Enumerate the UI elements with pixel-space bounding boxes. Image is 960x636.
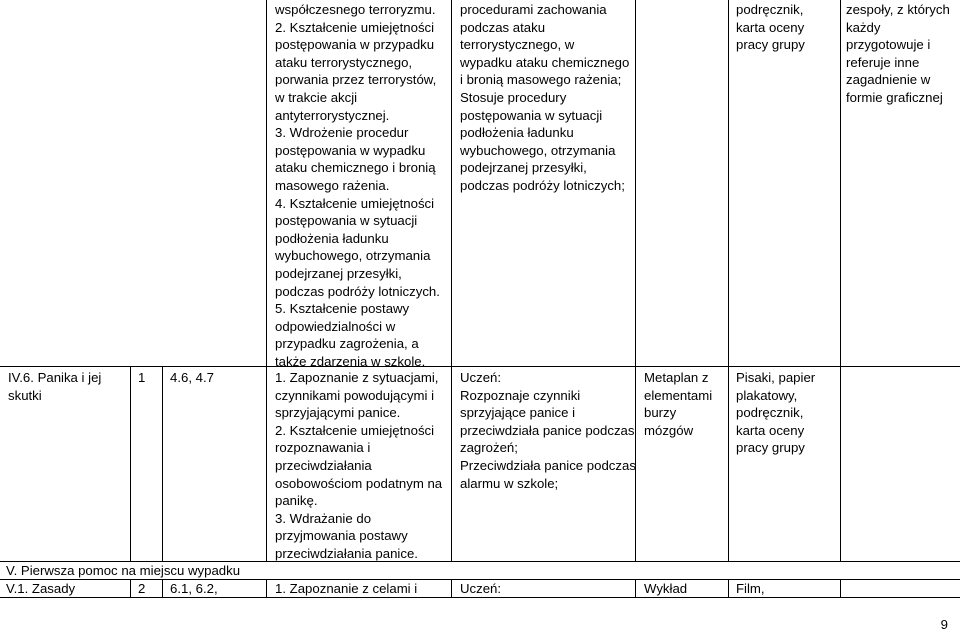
program-content-continued: współczesnego terroryzmu. 2. Kształcenie umiejętności postępowania w przypadku ataku terrorystycznego, porwania przez terrorystów, w trakcie akcji antyterrorystycznej. 3. Wdrożenie procedur postępowania w wypadku ataku chemicznego i bronią masowego rażenia. 4. Kształcenie umiejętności postępowania w sytuacji podłożenia ładunku wybuchowego, otrzymania podejrzanej przesyłki, podczas podróży lotniczych. 5. Kształcenie postawy odpowiedzialności w przypadku zagrożenia, a także zdarzenia w szkole. [275, 2, 440, 369]
hours-v1: 2 [138, 581, 146, 596]
program-content-v1: 1. Zapoznanie z celami i [275, 581, 418, 596]
col-divider-7 [840, 0, 841, 561]
v1-col-divider-7 [840, 579, 841, 597]
materials-continued: podręcznik, karta oceny pracy grupy [736, 2, 805, 53]
standards-v1: 6.1, 6.2, [170, 581, 218, 596]
methods-iv6: Metaplan z elementami burzy mózgów [644, 370, 713, 438]
program-content-iv6: 1. Zapoznanie z sytuacjami, czynnikami powodującymi i sprzyjającymi panice. 2. Kształcenie umiejętności rozpoznawania i przeciwdziałania osobowościom podatnym na panikę. 3. Wdrażanie do przyjmowania postawy przeciwdziałania panice. [275, 370, 443, 561]
page-number: 9 [940, 617, 948, 632]
standards-iv6: 4.6, 4.7 [170, 370, 214, 385]
learning-outcomes-iv6: Uczeń: Rozpoznaje czynniki sprzyjające panice i przeciwdziała panice podczas zagrożeń; Przeciwdziała panice podczas alarmu w szkole; [460, 370, 636, 491]
v1-col-divider-2 [162, 579, 163, 597]
v1-col-divider-1 [130, 579, 131, 597]
col-divider-6 [728, 0, 729, 561]
col-divider-3 [266, 0, 267, 561]
topic-v1: V.1. Zasady [6, 581, 76, 596]
learning-outcomes-v1: Uczeń: [460, 581, 502, 596]
v1-col-divider-3 [266, 579, 267, 597]
col-divider-1 [130, 366, 131, 561]
materials-v1: Film, [736, 581, 765, 596]
hours-iv6: 1 [138, 370, 146, 385]
materials-iv6: Pisaki, papier plakatowy, podręcznik, karta oceny pracy grupy [736, 370, 816, 456]
v1-col-divider-6 [728, 579, 729, 597]
section-v-title: V. Pierwsza pomoc na miejscu wypadku [6, 563, 241, 578]
methods-v1: Wykład [644, 581, 688, 596]
evaluation-continued: zespoły, z których każdy przygotowuje i referuje inne zagadnienie w formie graficznej [846, 2, 950, 105]
col-divider-2 [162, 366, 163, 561]
row-divider-iv6 [0, 366, 960, 367]
topic-iv6: IV.6. Panika i jej skutki [8, 370, 102, 403]
learning-outcomes-continued: procedurami zachowania podczas ataku terrorystycznego, w wypadku ataku chemicznego i bronią masowego rażenia; Stosuje procedury postępowania w sytuacji podłożenia ładunku wybuchowego, otrzymania podejrzanej przesyłki, podczas podróży lotniczych; [460, 2, 630, 193]
